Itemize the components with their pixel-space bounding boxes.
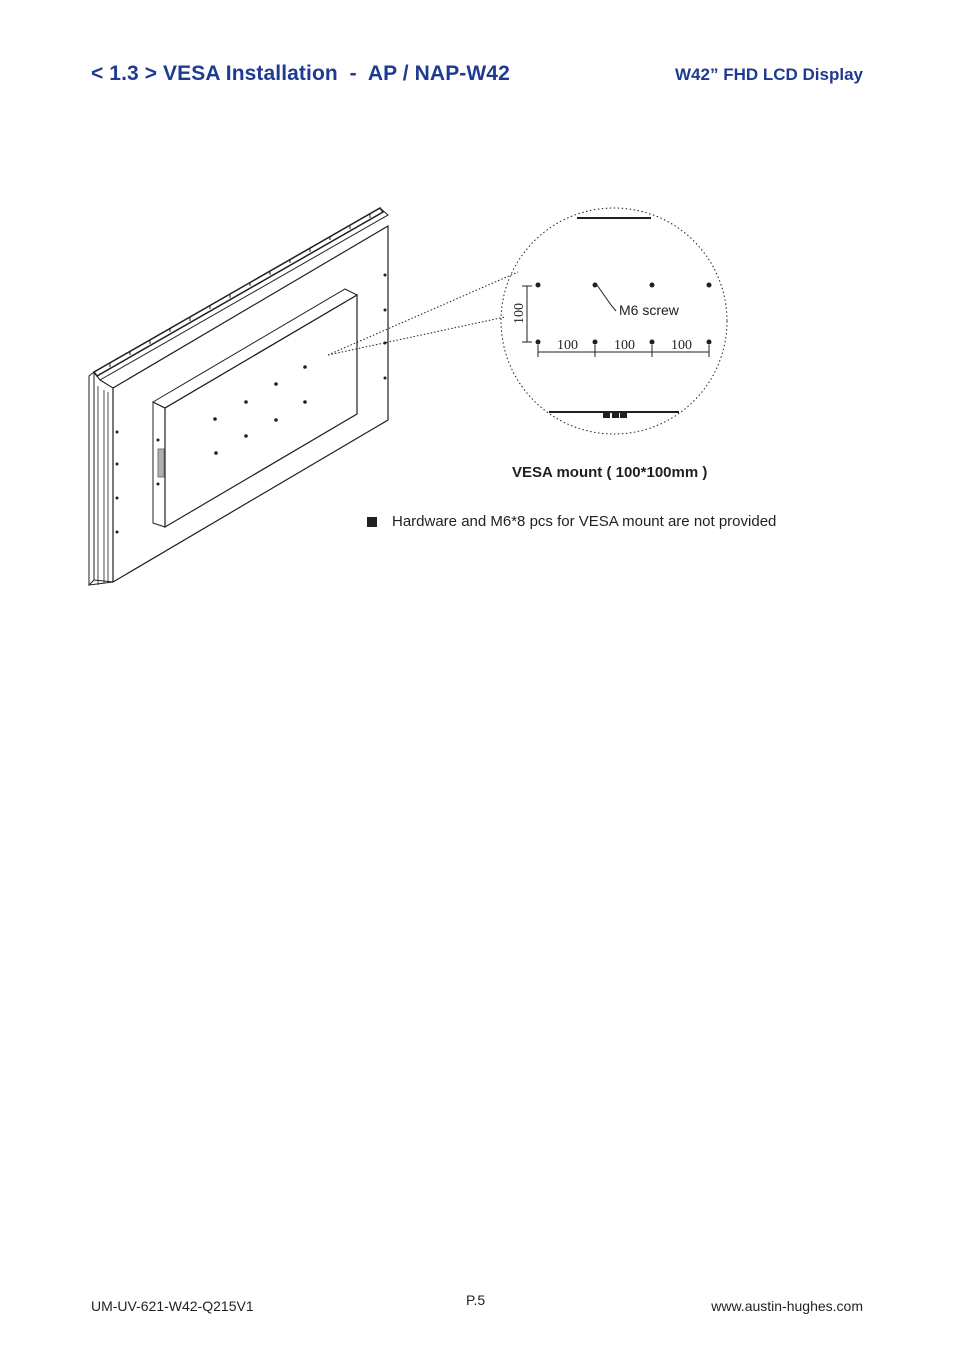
dim-horizontal-1: 100 bbox=[557, 338, 578, 353]
lead-line-lower bbox=[328, 317, 505, 355]
document-code: UM-UV-621-W42-Q215V1 bbox=[91, 1298, 254, 1314]
screw-callout-label: M6 screw bbox=[619, 302, 679, 318]
figure-caption: VESA mount ( 100*100mm ) bbox=[512, 464, 708, 481]
monitor-side-strip bbox=[94, 372, 113, 582]
page-number: P.5 bbox=[466, 1292, 486, 1308]
dim-horizontal-2: 100 bbox=[614, 338, 635, 353]
dim-horizontal-3: 100 bbox=[671, 338, 692, 353]
monitor-left-edge bbox=[89, 372, 94, 585]
note-item bbox=[367, 513, 776, 530]
product-name: W42” FHD LCD Display bbox=[675, 65, 863, 84]
website-link[interactable]: www.austin-hughes.com bbox=[711, 1298, 863, 1314]
square-bullet-icon bbox=[367, 517, 377, 527]
connector-block bbox=[603, 413, 627, 418]
magnify-circle bbox=[501, 208, 727, 434]
monitor-back-panel bbox=[113, 226, 388, 582]
page-title: < 1.3 > VESA Installation - AP / NAP-W42 bbox=[91, 62, 510, 85]
inner-box-handle bbox=[158, 449, 164, 477]
inner-box-face bbox=[165, 295, 357, 527]
note-text: Hardware and M6*8 pcs for VESA mount are not provided bbox=[392, 513, 777, 530]
screw-callout-leader bbox=[597, 285, 616, 311]
vesa-holes bbox=[213, 365, 307, 455]
inner-box-top bbox=[153, 289, 357, 408]
dim-vertical: 100 bbox=[512, 303, 527, 324]
